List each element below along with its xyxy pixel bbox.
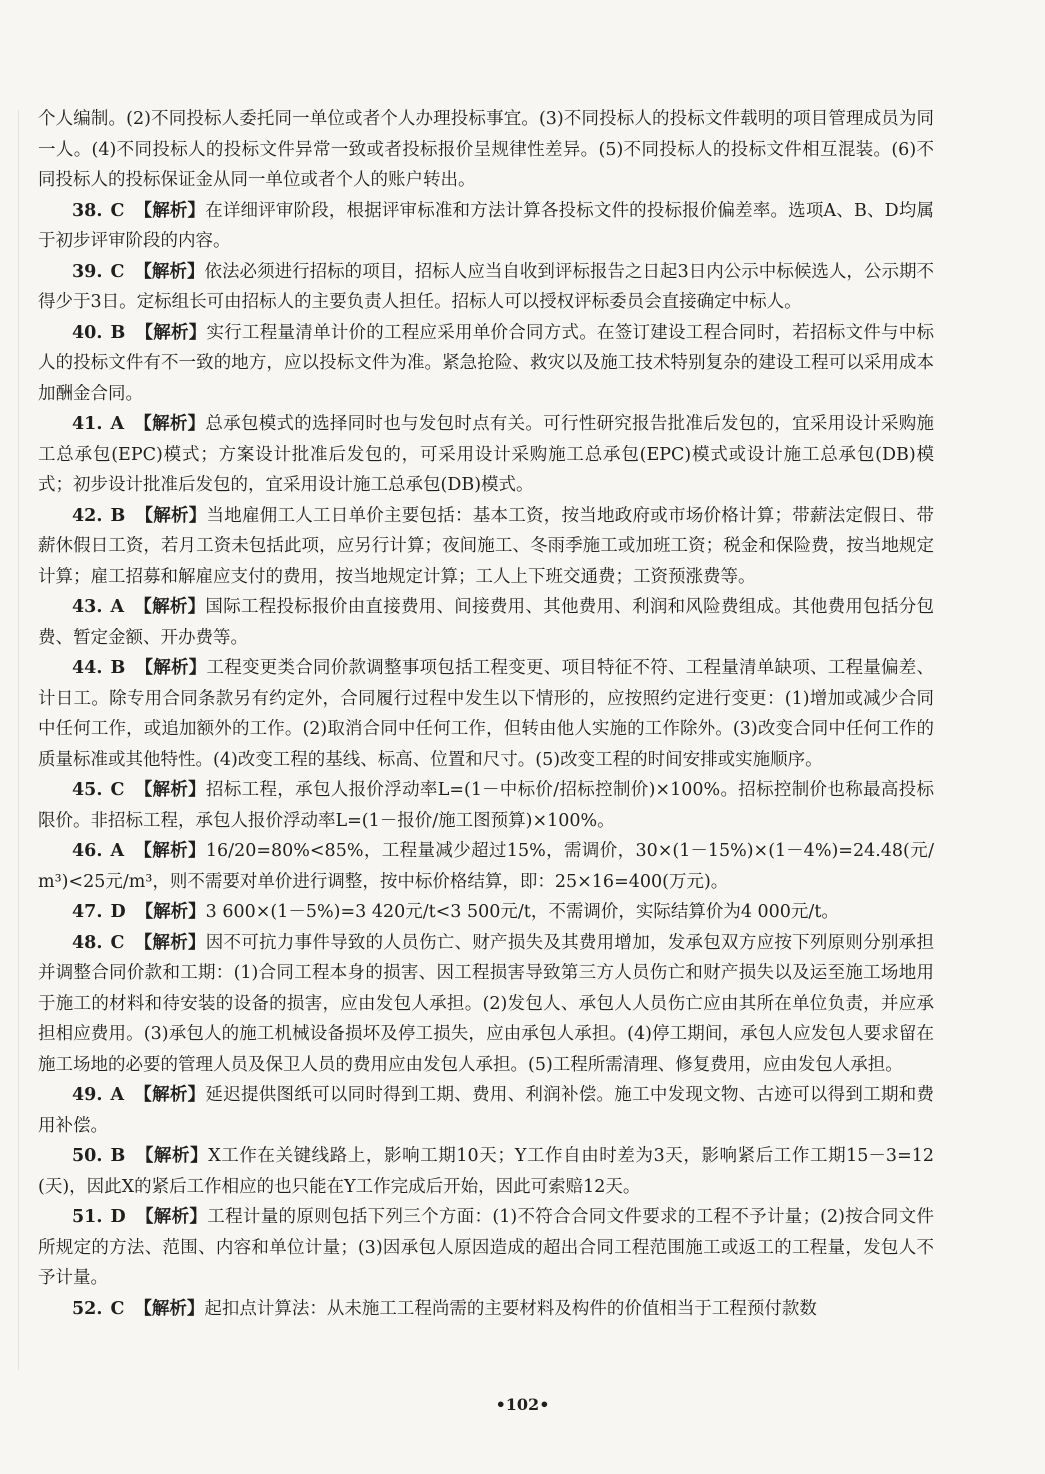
analysis-text: 招标工程，承包人报价浮动率L=(1－中标价/招标控制价)×100%。招标控制价也称最高投标限价。非招标工程，承包人报价浮动率L=(1－报价/施工图预算)×100%。 (38, 780, 934, 831)
answer-item (38, 1294, 934, 1325)
question-number: 45. (72, 780, 103, 800)
question-number: 42. (72, 505, 103, 526)
analysis-text: 16/20=80%<85%，工程量减少超过15%，需调价，30×(1－15%)×(1－4%)=24.48(元/m³)<25元/m³，则不需要对单价进行调整，按中标价格结算，即：25×16=400(万元)。 (38, 841, 935, 892)
analysis-tag: 【解析】 (135, 1207, 208, 1227)
answer-item (38, 409, 934, 501)
analysis-text: 总承包模式的选择同时也与发包时点有关。可行性研究报告批准后发包的，宜采用设计采购施工总承包(EPC)模式；方案设计批准后发包的，可采用设计采购施工总承包(EPC)模式或设计施工总承包(DB)模式；初步设计批准后发包的，宜采用设计施工总承包(DB)模式。 (38, 414, 935, 495)
analysis-tag: 【解析】 (134, 261, 205, 282)
answer-item (38, 257, 934, 318)
question-number: 47. (72, 902, 103, 922)
question-number: 46. (72, 841, 103, 861)
answer-list (38, 196, 934, 1325)
answer-letter: C (110, 261, 125, 282)
answer-item (38, 653, 934, 775)
answer-item (38, 897, 934, 928)
answer-letter: A (110, 414, 125, 434)
analysis-text: 国际工程投标报价由直接费用、间接费用、其他费用、利润和风险费组成。其他费用包括分包费、暂定金额、开办费等。 (38, 597, 935, 648)
margin-rule (18, 110, 19, 1370)
answer-item (38, 928, 934, 1081)
question-number: 44. (72, 658, 103, 678)
answer-letter: C (110, 780, 125, 800)
analysis-text: 工程变更类合同价款调整事项包括工程变更、项目特征不符、工程量清单缺项、工程量偏差、计日工。除专用合同条款另有约定外，合同履行过程中发生以下情形的，应按照约定进行变更：(1)增加或减少合同中任何工作，或追加额外的工作。(2)取消合同中任何工作，但转由他人实施的工作除外。(3)改变合同中任何工作的质量标准或其他特性。(4)改变工程的基线、标高、位置和尺寸。(5)改变工程的时间安排或实施顺序。 (38, 658, 934, 770)
analysis-text: 起扣点计算法：从未施工工程尚需的主要材料及构件的价值相当于工程预付款数 (204, 1298, 817, 1319)
page-number: •102• (495, 1395, 550, 1414)
answer-letter: C (110, 932, 125, 953)
answer-item (38, 501, 934, 593)
analysis-tag: 【解析】 (134, 200, 206, 221)
analysis-tag: 【解析】 (135, 658, 207, 678)
question-number: 50. (72, 1146, 103, 1166)
answer-letter: D (110, 902, 126, 922)
analysis-tag: 【解析】 (134, 841, 206, 861)
answer-letter: B (110, 658, 126, 678)
analysis-text: 延迟提供图纸可以同时得到工期、费用、利润补偿。施工中发现文物、古迹可以得到工期和费用补偿。 (38, 1085, 935, 1136)
analysis-tag: 【解析】 (134, 932, 206, 953)
question-number: 40. (72, 322, 103, 343)
question-number: 38. (72, 200, 103, 221)
analysis-text: 实行工程量清单计价的工程应采用单价合同方式。在签订建设工程合同时，若招标文件与中标人的投标文件有不一致的地方，应以投标文件为准。紧急抢险、救灾以及施工技术特别复杂的建设工程可以采用成本加酬金合同。 (38, 322, 934, 404)
answer-letter: D (110, 1207, 126, 1227)
analysis-tag: 【解析】 (134, 1298, 205, 1319)
analysis-text: 因不可抗力事件导致的人员伤亡、财产损失及其费用增加，发承包双方应按下列原则分别承担并调整合同价款和工期：(1)合同工程本身的损害、因工程损害导致第三方人员伤亡和财产损失以及运至施工场地用于施工的材料和待安装的设备的损害，应由发包人承担。(2)发包人、承包人人员伤亡应由其所在单位负责，并应承担相应费用。(3)承包人的施工机械设备损坏及停工损失，应由承包人承担。(4)停工期间，承包人应发包人要求留在施工场地的必要的管理人员及保卫人员的费用应由发包人承担。(5)工程所需清理、修复费用，应由发包人承担。 (38, 932, 935, 1075)
answer-letter: C (110, 200, 125, 221)
answer-letter: C (110, 1298, 125, 1319)
analysis-text: 依法必须进行招标的项目，招标人应当自收到评标报告之日起3日内公示中标候选人，公示期不得少于3日。定标组长可由招标人的主要负责人担任。招标人可以授权评标委员会直接确定中标人。 (38, 261, 934, 312)
answer-letter: B (110, 1146, 126, 1166)
question-number: 41. (72, 414, 103, 434)
answer-item (38, 836, 934, 897)
analysis-tag: 【解析】 (135, 505, 207, 526)
answer-item (38, 592, 934, 653)
question-number: 49. (72, 1085, 103, 1105)
analysis-tag: 【解析】 (134, 1085, 206, 1105)
analysis-tag: 【解析】 (135, 1146, 209, 1166)
analysis-tag: 【解析】 (134, 414, 206, 434)
analysis-tag: 【解析】 (135, 322, 207, 343)
answer-item (38, 1202, 934, 1294)
answer-letter: A (110, 1085, 125, 1105)
question-number: 52. (72, 1298, 103, 1319)
answer-item (38, 196, 934, 257)
analysis-tag: 【解析】 (134, 597, 206, 617)
question-number: 39. (72, 261, 103, 282)
analysis-tag: 【解析】 (134, 780, 207, 800)
answer-item (38, 318, 934, 410)
analysis-text: 当地雇佣工人工日单价主要包括：基本工资，按当地政府或市场价格计算；带薪法定假日、带薪休假日工资，若月工资未包括此项，应另行计算；夜间施工、冬雨季施工或加班工资；税金和保险费，按当地规定计算；雇工招募和解雇应支付的费用，按当地规定计算；工人上下班交通费；工资预涨费等。 (38, 505, 934, 587)
answer-letter: A (110, 841, 125, 861)
analysis-tag: 【解析】 (135, 902, 206, 922)
intro-paragraph: 个人编制。(2)不同投标人委托同一单位或者个人办理投标事宜。(3)不同投标人的投标文件载明的项目管理成员为同一人。(4)不同投标人的投标文件异常一致或者投标报价呈规律性差异。(5)不同投标人的投标文件相互混装。(6)不同投标人的投标保证金从同一单位或者个人的账户转出。 (38, 109, 934, 190)
analysis-text: 工程计量的原则包括下列三个方面：(1)不符合合同文件要求的工程不予计量；(2)按合同文件所规定的方法、范围、内容和单位计量；(3)因承包人原因造成的超出合同工程范围施工或返工的工程量，发包人不予计量。 (38, 1207, 935, 1288)
answer-letter: B (110, 505, 126, 526)
answer-letter: A (110, 597, 125, 617)
analysis-text: 在详细评审阶段，根据评审标准和方法计算各投标文件的投标报价偏差率。选项A、B、D均属于初步评审阶段的内容。 (38, 200, 934, 251)
answer-letter: B (110, 322, 126, 343)
question-number: 48. (72, 932, 103, 953)
answer-item (38, 1080, 934, 1141)
analysis-text: 3 600×(1－5%)=3 420元/t<3 500元/t，不需调价，实际结算价为4 000元/t。 (205, 902, 839, 922)
answer-item (38, 775, 934, 836)
question-number: 51. (72, 1207, 103, 1227)
question-number: 43. (72, 597, 103, 617)
analysis-text: X工作在关键线路上，影响工期10天；Y工作自由时差为3天，影响紧后工作工期15－3=12(天)，因此X的紧后工作相应的也只能在Y工作完成后开始，因此可索赔12天。 (38, 1146, 934, 1197)
answer-item (38, 1141, 934, 1202)
answer-page (38, 104, 934, 1324)
